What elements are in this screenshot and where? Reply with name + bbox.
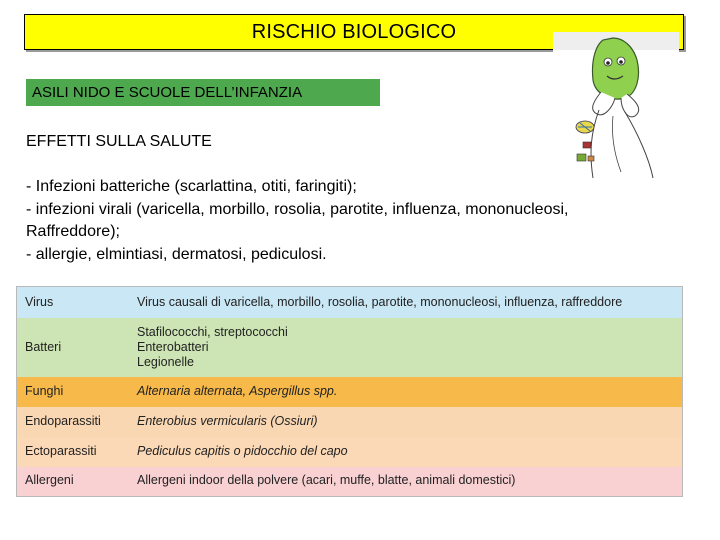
- table-row-endoparassiti: [17, 407, 682, 438]
- table-row-funghi: [17, 377, 682, 408]
- row-desc: [137, 414, 318, 429]
- health-effects-text: [26, 176, 686, 266]
- subtitle-banner: ASILI NIDO E SCUOLE DELL’INFANZIA: [26, 79, 380, 106]
- row-desc: [137, 384, 337, 399]
- row-desc-line: Virus causali di varicella, morbillo, rosolia, parotite, mononucleosi, influenza, raffreddore: [137, 295, 623, 309]
- row-desc: [137, 295, 622, 310]
- biological-agents-table: [16, 286, 683, 497]
- body-line: - Infezioni batteriche (scarlattina, otiti, faringiti);: [26, 178, 357, 195]
- row-desc: [137, 325, 288, 370]
- table-row-virus: [17, 287, 682, 319]
- table-row-ectoparassiti: [17, 437, 682, 468]
- row-name: Allergeni: [25, 473, 74, 487]
- row-name: Funghi: [25, 384, 64, 398]
- table-row-allergeni: [17, 467, 682, 496]
- germ-mascot-illustration: [553, 32, 679, 182]
- body-line: Raffreddore);: [26, 223, 120, 240]
- row-name: Virus: [25, 295, 54, 309]
- section-heading: EFFETTI SULLA SALUTE: [26, 133, 212, 150]
- row-desc-line: Alternaria alternata, Aspergillus spp.: [137, 384, 338, 398]
- row-desc-line: Allergeni indoor della polvere (acari, muffe, blatte, animali domestici): [137, 473, 516, 487]
- row-desc: [137, 444, 348, 459]
- body-line: - infezioni virali (varicella, morbillo, rosolia, parotite, influenza, mononucleosi,: [26, 200, 569, 218]
- row-desc-line: Pediculus capitis o pidocchio del capo: [137, 444, 348, 458]
- page-title: RISCHIO BIOLOGICO: [251, 21, 457, 43]
- row-desc: [137, 473, 515, 488]
- row-desc-line: Enterobatteri: [137, 340, 209, 354]
- row-desc-line: Enterobius vermicularis (Ossiuri): [137, 414, 318, 428]
- table-row-batteri: [17, 318, 682, 378]
- body-line: - allergie, elmintiasi, dermatosi, pediculosi.: [26, 245, 327, 263]
- row-name: Batteri: [25, 340, 62, 354]
- row-name: Ectoparassiti: [25, 444, 97, 458]
- row-desc-line: Stafilococchi, streptococchi: [137, 325, 288, 339]
- row-desc-line: Legionelle: [137, 355, 194, 369]
- row-name: Endoparassiti: [25, 414, 101, 428]
